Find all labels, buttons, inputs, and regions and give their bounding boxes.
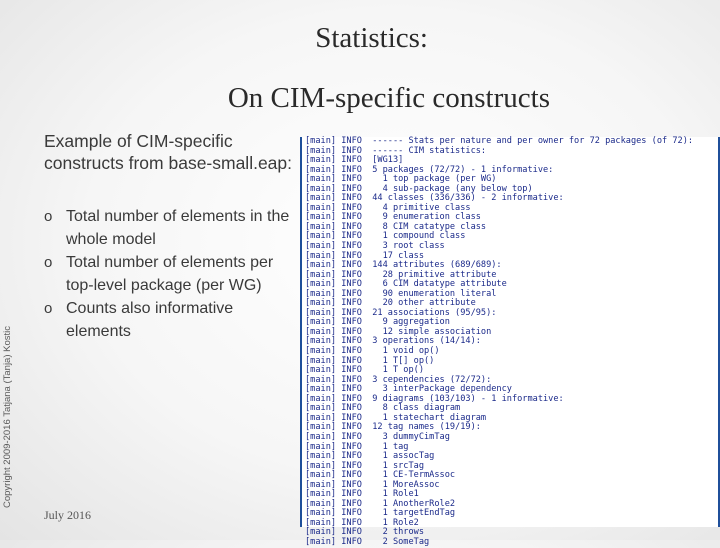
bullet-marker: o xyxy=(44,254,53,271)
console-line: [main] INFO 17 class xyxy=(305,250,424,261)
bullet-marker: o xyxy=(44,208,53,225)
console-line: [main] INFO 1 statechart diagram xyxy=(305,412,487,423)
console-line: [main] INFO [WG13] xyxy=(305,155,404,166)
console-line: [main] INFO 1 Role2 xyxy=(305,517,419,528)
console-line: [main] INFO 1 CE-TermAssoc xyxy=(305,470,456,481)
console-line: [main] INFO 3 interPackage dependency xyxy=(305,384,512,395)
intro-text: Example of CIM-specific constructs from base-small.eap: xyxy=(44,131,293,173)
bullet-text: Total number of elements per top-level package (per WG) xyxy=(66,254,274,294)
console-line: [main] INFO 28 primitive attribute xyxy=(305,269,497,280)
console-line: [main] INFO 1 srcTag xyxy=(305,460,424,471)
console-output-screenshot xyxy=(300,136,720,547)
console-line: [main] INFO 44 classes (336/336) - 2 informative: xyxy=(305,193,564,204)
bullet-item xyxy=(44,298,294,343)
slide-subtitle: On CIM-specific constructs xyxy=(227,82,550,114)
console-line: [main] INFO 12 tag names (19/19): xyxy=(305,422,481,433)
console-line: [main] INFO 1 T op() xyxy=(305,365,424,376)
console-line: [main] INFO ------ CIM statistics: xyxy=(305,145,487,156)
console-line: [main] INFO 9 diagrams (103/103) - 1 informative: xyxy=(305,393,564,404)
console-line: [main] INFO 4 primitive class xyxy=(305,202,471,213)
console-line: [main] INFO 1 void op() xyxy=(305,346,440,357)
console-line: [main] INFO 5 packages (72/72) - 1 informative: xyxy=(305,164,554,175)
console-line: [main] INFO 9 aggregation xyxy=(305,317,450,328)
bullet-item xyxy=(44,206,294,251)
console-line: [main] INFO 4 sub-package (any below top) xyxy=(305,183,533,194)
bullet-marker: o xyxy=(44,300,53,317)
console-line: [main] INFO 2 SomeTag xyxy=(305,536,430,547)
console-line: [main] INFO ------ Stats per nature and per owner for 72 packages (of 72): xyxy=(305,136,694,146)
console-line: [main] INFO 6 CIM datatype attribute xyxy=(305,279,507,290)
console-line: [main] INFO 90 enumeration literal xyxy=(305,288,497,299)
console-line: [main] INFO 8 CIM catatype class xyxy=(305,221,487,232)
console-line: [main] INFO 1 assocTag xyxy=(305,451,435,462)
console-line: [main] INFO 1 targetEndTag xyxy=(305,508,456,519)
console-line: [main] INFO 1 MoreAssoc xyxy=(305,479,440,490)
console-line: [main] INFO 21 associations (95/95): xyxy=(305,307,497,318)
console-line: [main] INFO 1 AnotherRole2 xyxy=(305,498,456,509)
bullet-text: Counts also informative elements xyxy=(66,300,234,340)
console-line: [main] INFO 3 operations (14/14): xyxy=(305,336,481,347)
console-line: [main] INFO 3 dummyCimTag xyxy=(305,431,450,442)
copyright-notice: Copyright 2009-2016 Tatjana (Tanja) Kostic xyxy=(2,325,13,508)
console-line: [main] INFO 1 top package (per WG) xyxy=(305,174,497,185)
console-line: [main] INFO 2 throws xyxy=(305,527,424,538)
console-line: [main] INFO 12 simple association xyxy=(305,326,492,337)
console-line: [main] INFO 3 root class xyxy=(305,241,445,252)
console-line: [main] INFO 3 cependencies (72/72): xyxy=(305,374,492,385)
console-line: [main] INFO 8 class diagram xyxy=(305,403,461,414)
slide-title: Statistics: xyxy=(315,22,428,54)
bullet-list xyxy=(44,206,294,344)
console-line: [main] INFO 20 other attribute xyxy=(305,298,476,309)
console-line: [main] INFO 1 T[] op() xyxy=(305,355,435,366)
console-line: [main] INFO 1 tag xyxy=(305,441,409,452)
console-line: [main] INFO 1 compound class xyxy=(305,231,466,242)
bullet-item xyxy=(44,252,294,297)
console-line: [main] INFO 1 Role1 xyxy=(305,489,419,500)
bullet-text: Total number of elements in the whole model xyxy=(66,208,290,248)
console-line: [main] INFO 9 enumeration class xyxy=(305,212,481,223)
footer-date: July 2016 xyxy=(44,508,92,522)
console-line: [main] INFO 144 attributes (689/689): xyxy=(305,260,502,271)
